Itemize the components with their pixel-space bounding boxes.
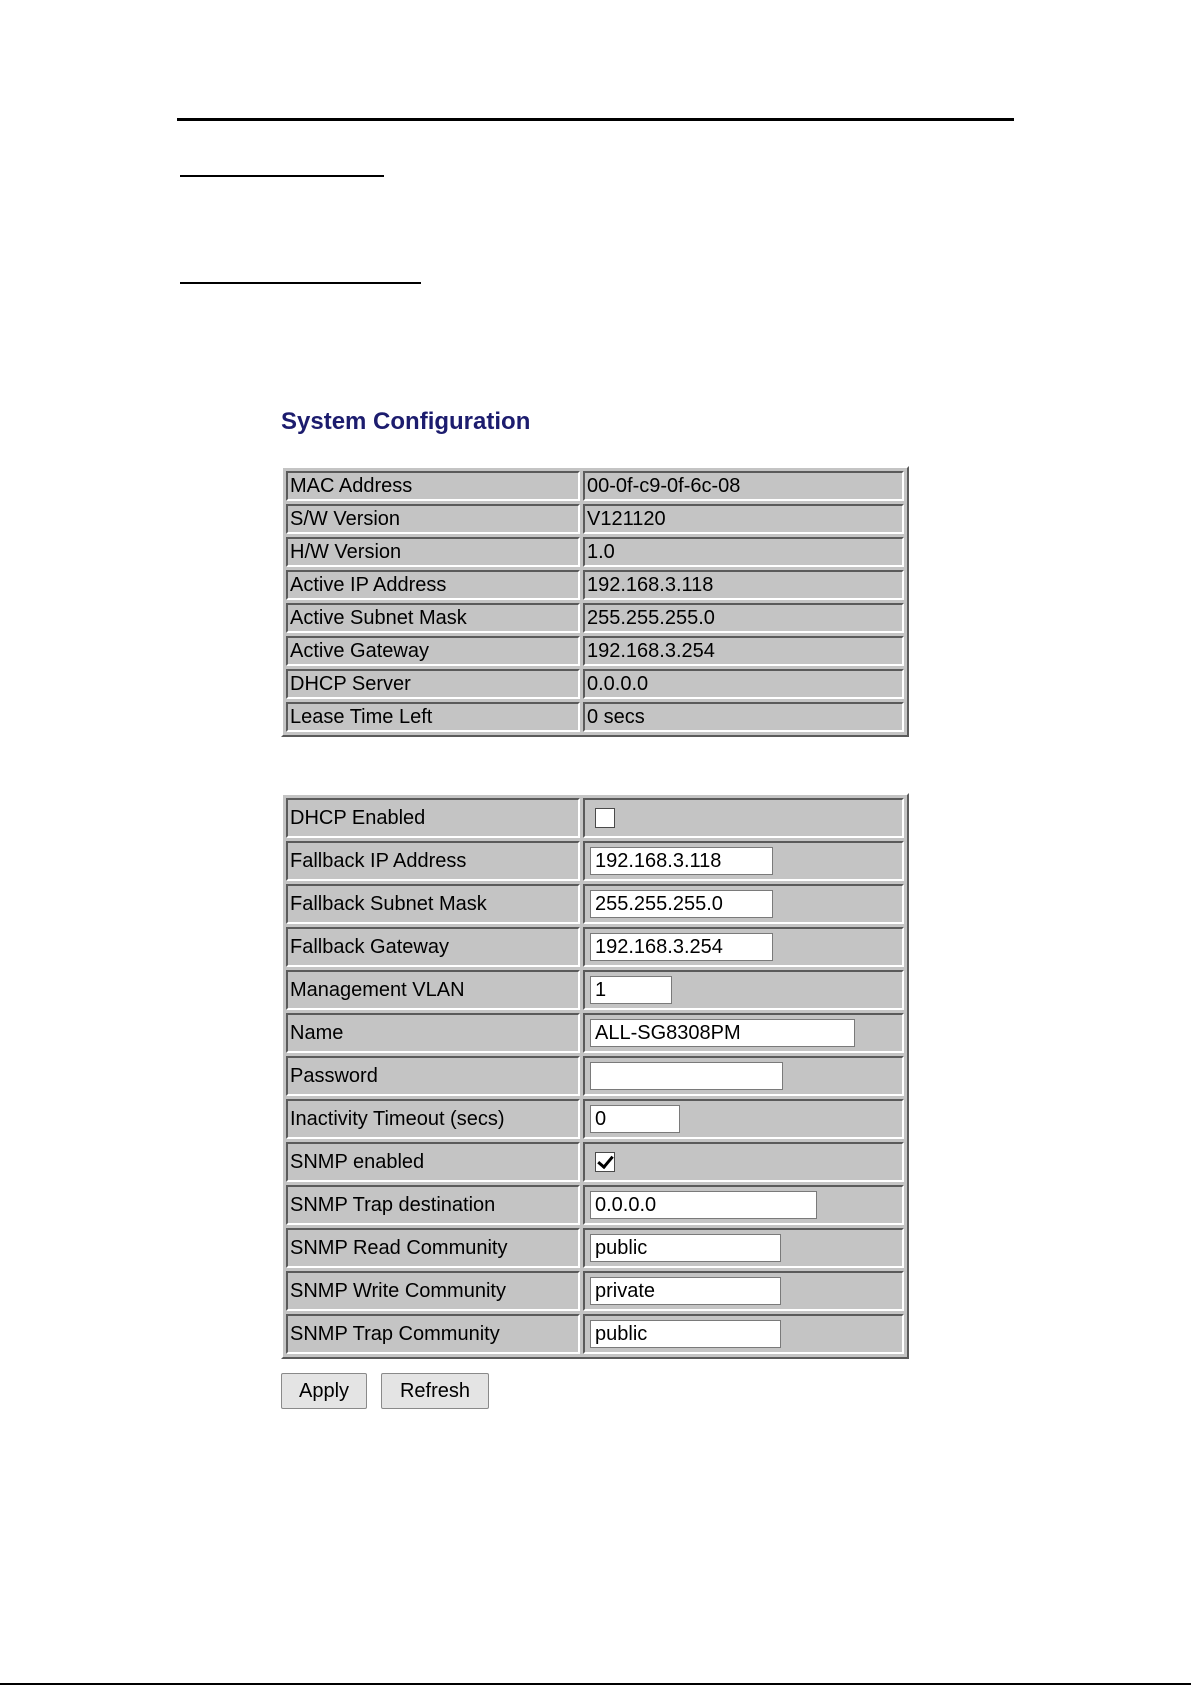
inactivity-timeout-label: Inactivity Timeout (secs) xyxy=(286,1099,580,1139)
fallback-mask-input[interactable] xyxy=(590,890,773,918)
table-row xyxy=(286,471,904,501)
lease-time-label: Lease Time Left xyxy=(286,702,580,732)
snmp-enabled-checkbox[interactable] xyxy=(595,1152,615,1172)
fallback-gateway-label: Fallback Gateway xyxy=(286,927,580,967)
snmp-trap-destination-label: SNMP Trap destination xyxy=(286,1185,580,1225)
name-label: Name xyxy=(286,1013,580,1053)
sw-version-value: V121120 xyxy=(583,504,904,534)
sw-version-label: S/W Version xyxy=(286,504,580,534)
table-row xyxy=(286,603,904,633)
fallback-mask-label: Fallback Subnet Mask xyxy=(286,884,580,924)
table-row xyxy=(286,1056,904,1096)
table-row xyxy=(286,1228,904,1268)
table-row xyxy=(286,1185,904,1225)
status-table xyxy=(281,466,909,737)
dhcp-enabled-label: DHCP Enabled xyxy=(286,798,580,838)
table-row xyxy=(286,636,904,666)
management-vlan-label: Management VLAN xyxy=(286,970,580,1010)
table-row xyxy=(286,970,904,1010)
snmp-enabled-label: SNMP enabled xyxy=(286,1142,580,1182)
active-ip-label: Active IP Address xyxy=(286,570,580,600)
hw-version-value: 1.0 xyxy=(583,537,904,567)
active-subnet-label: Active Subnet Mask xyxy=(286,603,580,633)
inactivity-timeout-input[interactable] xyxy=(590,1105,680,1133)
management-vlan-input[interactable] xyxy=(590,976,672,1004)
section-rule-2 xyxy=(180,282,421,284)
snmp-trap-community-input[interactable] xyxy=(590,1320,781,1348)
table-row xyxy=(286,1099,904,1139)
mac-address-label: MAC Address xyxy=(286,471,580,501)
snmp-read-community-input[interactable] xyxy=(590,1234,781,1262)
header-rule xyxy=(177,118,1014,121)
active-gateway-label: Active Gateway xyxy=(286,636,580,666)
table-row xyxy=(286,927,904,967)
table-row xyxy=(286,798,904,838)
snmp-trap-destination-input[interactable] xyxy=(590,1191,817,1219)
config-table xyxy=(281,793,909,1359)
table-row xyxy=(286,1142,904,1182)
active-subnet-value: 255.255.255.0 xyxy=(583,603,904,633)
active-ip-value: 192.168.3.118 xyxy=(583,570,904,600)
lease-time-value: 0 secs xyxy=(583,702,904,732)
active-gateway-value: 192.168.3.254 xyxy=(583,636,904,666)
password-label: Password xyxy=(286,1056,580,1096)
fallback-ip-label: Fallback IP Address xyxy=(286,841,580,881)
refresh-button[interactable]: Refresh xyxy=(381,1373,489,1409)
table-row xyxy=(286,1271,904,1311)
table-row xyxy=(286,1314,904,1354)
hw-version-label: H/W Version xyxy=(286,537,580,567)
table-row xyxy=(286,1013,904,1053)
mac-address-value: 00-0f-c9-0f-6c-08 xyxy=(583,471,904,501)
table-row xyxy=(286,702,904,732)
apply-button[interactable]: Apply xyxy=(281,1373,367,1409)
snmp-write-community-input[interactable] xyxy=(590,1277,781,1305)
table-row xyxy=(286,669,904,699)
fallback-gateway-input[interactable] xyxy=(590,933,773,961)
snmp-trap-community-label: SNMP Trap Community xyxy=(286,1314,580,1354)
table-row xyxy=(286,504,904,534)
page-title: System Configuration xyxy=(281,408,531,435)
dhcp-server-value: 0.0.0.0 xyxy=(583,669,904,699)
snmp-write-community-label: SNMP Write Community xyxy=(286,1271,580,1311)
dhcp-server-label: DHCP Server xyxy=(286,669,580,699)
snmp-read-community-label: SNMP Read Community xyxy=(286,1228,580,1268)
dhcp-enabled-checkbox[interactable] xyxy=(595,808,615,828)
table-row xyxy=(286,537,904,567)
table-row xyxy=(286,884,904,924)
table-row xyxy=(286,841,904,881)
table-row xyxy=(286,570,904,600)
password-input[interactable] xyxy=(590,1062,783,1090)
name-input[interactable] xyxy=(590,1019,855,1047)
section-rule-1 xyxy=(180,175,384,177)
fallback-ip-input[interactable] xyxy=(590,847,773,875)
